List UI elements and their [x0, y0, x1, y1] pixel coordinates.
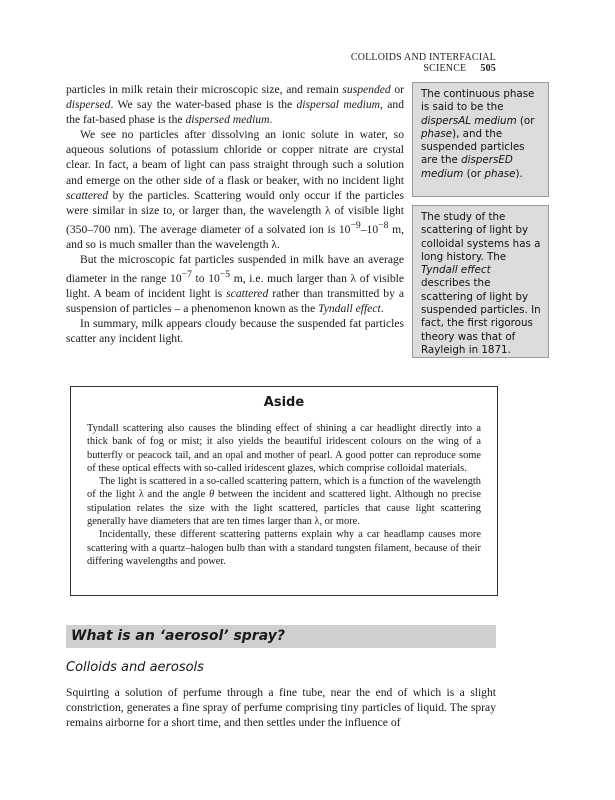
aside-paragraph-1: Tyndall scattering also causes the blinding effect of shining a car headlight directly into a thick bank of fog or mist; it also yields the beautiful iridescent colours on the wing of a butterfly or peacock tail, and an opal and mother of pearl. A good potter can reproduce some of these optical effects with so-called iridescent glazes, which comprise colloidal materials.: [87, 423, 481, 474]
paragraph-1: particles in milk retain their microscopic size, and remain suspended or dispersed. We say the water-based phase is the dispersal medium, and the fat-based phase is the dispersed medium.: [66, 83, 404, 127]
paragraph-4: In summary, milk appears cloudy because the suspended fat particles scatter any incident light.: [66, 317, 404, 346]
page-number: 505: [480, 63, 496, 74]
main-text-column: [66, 82, 404, 346]
paragraph-3: But the microscopic fat particles suspended in milk have an average diameter in the range $10^{-7}$ to $10^{-5}$ m, i.e. much larger than λ of visible light. A beam of incident light is scattered rather than transmitted by a suspension of particles – a phenomenon known as the Tyndall effect.: [66, 252, 405, 316]
section-body: [66, 685, 496, 730]
margin-note-dispersal: The continuous phase is said to be the dispersAL medium (or phase), and the suspended particles are the dispersED medium (or phase).: [412, 82, 549, 197]
aside-body: [87, 422, 481, 568]
margin-note-tyndall: The study of the scattering of light by colloidal systems has a long history. The Tyndall effect describes the scattering of light by suspended particles. In fact, the first rigorous theory was that of Rayleigh in 1871.: [412, 205, 549, 358]
running-title: COLLOIDS AND INTERFACIAL SCIENCE: [350, 52, 496, 74]
paragraph-2: We see no particles after dissolving an ionic solute in water, so aqueous solutions of potassium chloride or copper nitrate are crystal clear. In fact, a beam of light can pass straight through such a solution and emerge on the other side of a flask or beaker, with no incident light scattered by the particles. Scattering would only occur if the particles were similar in size to, or larger than, the wavelength λ of visible light (350–700 nm). The average diameter of a solvated ion is $10^{-9}-10^{-8}$ m, and so is much smaller than the wavelength λ.: [66, 128, 404, 251]
section-paragraph: Squirting a solution of perfume through a fine tube, near the end of which is a slight constriction, generates a fine spray of perfume comprising tiny particles of liquid. The spray remains airborne for a short time, and then settles under the influence of: [66, 686, 496, 730]
aside-paragraph-2: The light is scattered in a so-called scattering pattern, which is a function of the wavelength of the light λ and the angle θ between the incident and scattered light. Although no precise stipulation relates the size with the light scattered, particles that cause light scattering generally have diameters that are ten times larger than λ, or more.: [87, 476, 481, 528]
section-heading: What is an ‘aerosol’ spray?: [66, 625, 496, 648]
aside-box: [70, 386, 498, 596]
aside-title: Aside: [263, 395, 305, 410]
subsection-heading: Colloids and aerosols: [66, 660, 204, 675]
running-header: [300, 52, 496, 74]
aside-paragraph-3: Incidentally, these different scattering patterns explain why a car headlamp causes more scattering with a quartz–halogen bulb than with a standard tungsten filament, because of their differing wavelengths and power.: [87, 529, 481, 567]
